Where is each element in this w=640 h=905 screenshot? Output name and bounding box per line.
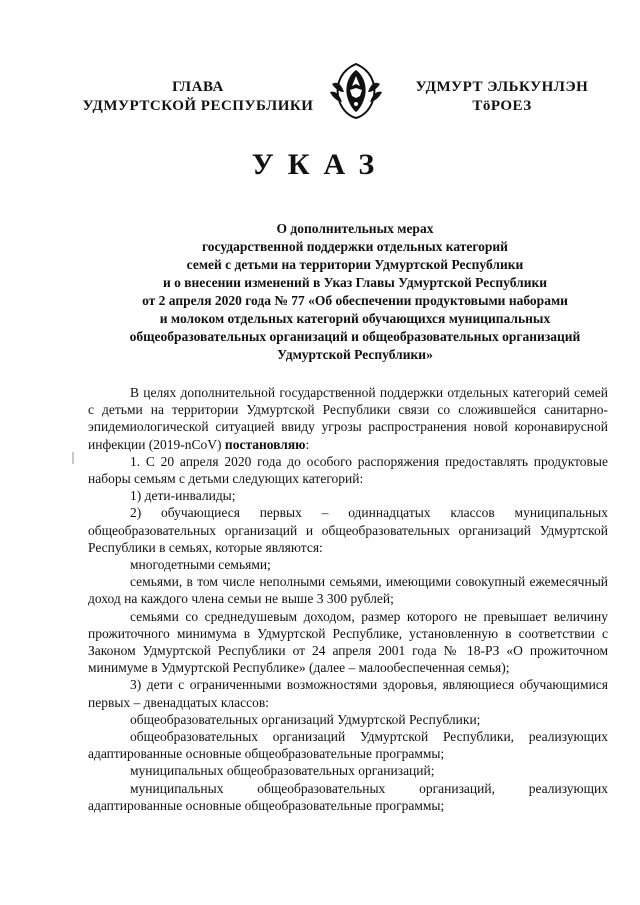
subtitle-line: О дополнительных мерах: [276, 221, 434, 236]
intro-end: :: [305, 436, 310, 452]
udmurt-coat-of-arms-icon: [328, 62, 384, 120]
paragraph: общеобразовательных организаций Удмуртской Республики, реализующих адаптированные основные общеобразовательные программы;: [88, 729, 608, 762]
subtitle-line: семей с детьми на территории Удмуртской Республики: [186, 257, 524, 272]
header-left-line1: ГЛАВА: [172, 79, 224, 95]
paragraph: муниципальных общеобразовательных организаций, реализующих адаптированные основные общеобразовательные программы;: [88, 780, 608, 813]
document-body: [88, 384, 608, 814]
paragraph: многодетными семьями;: [130, 557, 271, 573]
paragraph: семьями, в том числе неполными семьями, имеющими совокупный ежемесячный доход на каждого члена семьи не выше 3 300 рублей;: [88, 574, 608, 607]
document-subtitle: [100, 220, 610, 364]
paragraph: 2) обучающиеся первых – одиннадцатых классов муниципальных общеобразовательных организаций и общеобразовательных организаций Удмуртской Республики в семьях, которые являются:: [88, 505, 608, 555]
subtitle-line: от 2 апреля 2020 года № 77 «Об обеспечении продуктовыми наборами: [142, 293, 568, 308]
header-left: [78, 78, 318, 116]
paragraph: семьями со среднедушевым доходом, размер которого не превышает величину прожиточного минимума в Удмуртской Республике, установленную в соответствии с Законом Удмуртской Республики от 24 апреля 2001 года № 18-РЗ «О прожиточном минимуме в Удмуртской Республике» (далее – малообеспеченная семья);: [88, 608, 608, 676]
header-right: [382, 78, 622, 116]
header-left-line2: УДМУРТСКОЙ РЕСПУБЛИКИ: [82, 98, 314, 114]
intro-paragraph: [88, 384, 608, 453]
subtitle-line: и молоком отдельных категорий обучающихся муниципальных: [159, 311, 551, 326]
subtitle-line: общеобразовательных организаций и общеобразовательных организаций: [129, 329, 581, 344]
header-right-line1: УДМУРТ ЭЛЬКУНЛЭН: [415, 79, 589, 95]
intro-bold-word: постановляю: [224, 436, 306, 452]
margin-mark: [72, 452, 74, 464]
subtitle-line: Удмуртской Республики»: [277, 347, 433, 362]
paragraph: 3) дети с ограниченными возможностями здоровья, являющиеся обучающимися первых – двенадцатых классов:: [88, 677, 608, 710]
paragraph: муниципальных общеобразовательных организаций;: [130, 763, 435, 779]
document-title: УКАЗ: [251, 148, 389, 181]
intro-text: В целях дополнительной государственной поддержки отдельных категорий семей с детьми на территории Удмуртской Республики связи со сложившейся санитарно-эпидемиологической ситуацией ввиду угрозы распространения новой коронавирусной инфекции (2019-nCoV): [88, 385, 608, 452]
paragraph: 1. С 20 апреля 2020 года до особого распоряжения предоставлять продуктовые наборы семьям с детьми следующих категорий:: [88, 453, 608, 487]
paragraph: общеобразовательных организаций Удмуртской Республики;: [130, 711, 481, 727]
header-right-line2: ТӧРОЕЗ: [472, 98, 532, 114]
subtitle-line: и о внесении изменений в Указ Главы Удмуртской Республики: [162, 275, 548, 290]
subtitle-line: государственной поддержки отдельных категорий: [202, 239, 508, 254]
paragraph: 1) дети-инвалиды;: [130, 488, 236, 504]
